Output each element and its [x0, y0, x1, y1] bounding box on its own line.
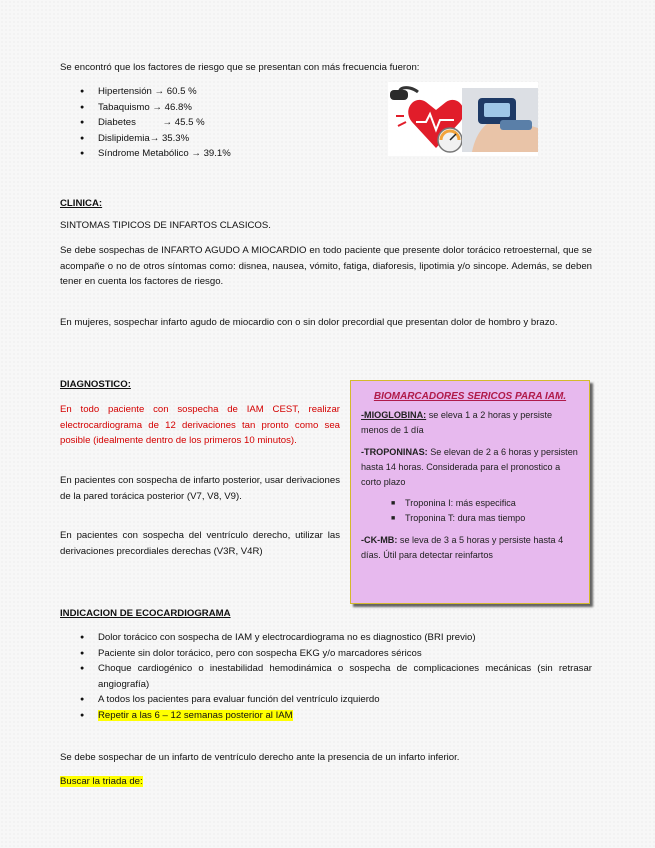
- risk-factor-list: [80, 84, 231, 162]
- troponinas-text: Se elevan de 2 a 6 horas y persisten hasta 14 horas. Considerada para el pronostico a corto plazo: [361, 446, 578, 488]
- clinica-heading: CLINICA:: [60, 198, 103, 209]
- troponinas-list: [361, 496, 579, 526]
- ecocardiograma-item: ● Dolor torácico con sospecha de IAM y electrocardiograma no es diagnostico (BRI previo): [80, 630, 592, 646]
- intro-text: Se encontró que los factores de riesgo que se presentan con más frecuencia fueron:: [60, 62, 420, 73]
- risk-factor-item: ● Tabaquismo → 46.8%: [80, 100, 231, 116]
- ecocardiograma-list: [80, 630, 592, 723]
- ecocardiograma-item: ● A todos los pacientes para evaluar función del ventrículo izquierdo: [80, 692, 592, 708]
- ecocardiograma-item-highlighted: [80, 708, 592, 724]
- clinica-subtitle: SINTOMAS TIPICOS DE INFARTOS CLASICOS.: [60, 220, 271, 231]
- closing-paragraph: Se debe sospechar de un infarto de ventrículo derecho ante la presencia de un infarto inferior.: [60, 752, 460, 763]
- triad-line: [60, 776, 143, 787]
- troponinas-entry: [361, 445, 579, 491]
- mioglobina-entry: [361, 408, 579, 438]
- mioglobina-label: -MIOGLOBINA:: [361, 410, 427, 421]
- ecocardiograma-item: ● Choque cardiogénico o inestabilidad hemodinámica o sospecha de complicaciones mecánicas (sin retrasar angiografía): [80, 661, 592, 692]
- ckmb-text: se leva de 3 a 5 horas y persiste hasta 4 días. Útil para detectar reinfartos: [361, 534, 564, 560]
- troponina-item: ■ Troponina I: más especifica: [391, 496, 579, 511]
- troponina-item: ■ Troponina T: dura mas tiempo: [391, 511, 579, 526]
- ecocardiograma-heading: INDICACION DE ECOCARDIOGRAMA: [60, 608, 231, 619]
- mioglobina-text: se eleva 1 a 2 horas y persiste menos de 1 día: [361, 410, 553, 436]
- risk-factor-item: ● Dislipidemia→ 35.3%: [80, 131, 231, 147]
- diagnostico-ecg-paragraph: En todo paciente con sospecha de IAM CEST, realizar electrocardiograma de 12 derivaciones tan pronto como sea posible (idealmente dentro de los primeros 10 minutos).: [60, 404, 340, 447]
- biomarkers-box: [350, 380, 590, 604]
- ecocardiograma-item: ● Paciente sin dolor torácico, pero con sospecha EKG y/o marcadores séricos: [80, 646, 592, 662]
- triad-highlight: Buscar la triada de:: [60, 776, 143, 787]
- diagnostico-posterior-paragraph: En pacientes con sospecha de infarto posterior, usar derivaciones de la pared torácica posterior (V7, V8, V9).: [60, 475, 340, 502]
- risk-factor-item: ● Diabetes → 45.5 %: [80, 115, 231, 131]
- ckmb-label: -CK-MB:: [361, 534, 398, 545]
- clinica-paragraph: Se debe sospechas de INFARTO AGUDO A MIOCARDIO en todo paciente que presente dolor torácico retroesternal, que se acompañe o no de otros síntomas como: disnea, nausea, vómito, fatiga, diaforesis, lipotimia y/o sincope. Además, se deben tener en cuenta los factores de riesgo.: [60, 245, 592, 288]
- biomarkers-title: BIOMARCADORES SERICOS PARA IAM.: [373, 391, 567, 402]
- risk-factor-item: ● Síndrome Metabólico → 39.1%: [80, 146, 231, 162]
- highlighted-text: Repetir a las 6 – 12 semanas posterior al IAM: [98, 709, 293, 721]
- diagnostico-heading: DIAGNOSTICO:: [60, 379, 131, 390]
- troponinas-label: -TROPONINAS:: [361, 446, 428, 457]
- ckmb-entry: [361, 533, 579, 563]
- diagnostico-right-ventricle-paragraph: En pacientes con sospecha del ventrículo derecho, utilizar las derivaciones precordiales derechas (V3R, V4R): [60, 530, 340, 557]
- risk-factor-item: ● Hipertensión → 60.5 %: [80, 84, 231, 100]
- clinica-women-paragraph: En mujeres, sospechar infarto agudo de miocardio con o sin dolor precordial que presentan dolor de hombro y brazo.: [60, 317, 558, 328]
- blood-pressure-illustration: [388, 82, 538, 156]
